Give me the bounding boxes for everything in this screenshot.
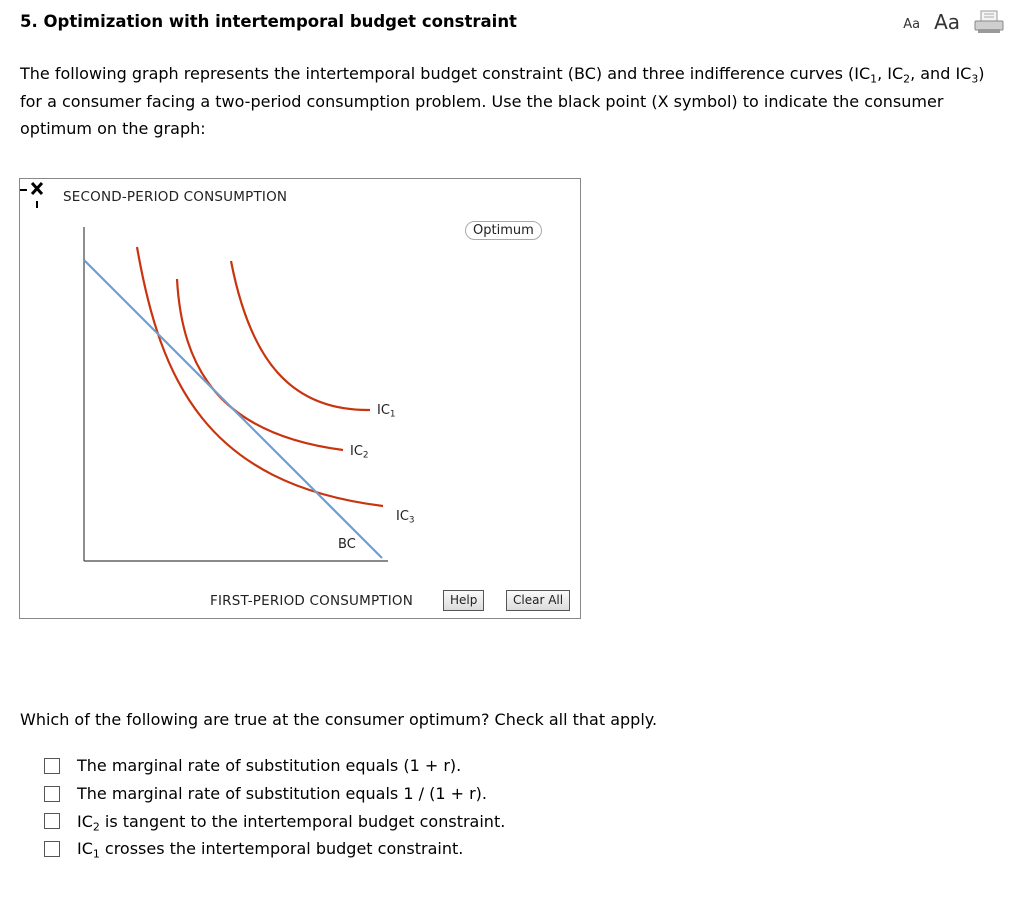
option-checkbox[interactable]: [44, 786, 60, 802]
x-axis-label: FIRST-PERIOD CONSUMPTION: [210, 593, 414, 609]
ic1-label: $IC_1$: [377, 403, 396, 420]
graph-panel: [19, 178, 581, 619]
decrease-font-button[interactable]: Aa: [903, 17, 921, 32]
option-checkbox[interactable]: [44, 758, 60, 774]
optimum-x-marker[interactable]: [20, 179, 54, 215]
option-row[interactable]: [44, 807, 505, 835]
font-size-controls: [903, 10, 1004, 34]
ic3-curve: [137, 247, 383, 506]
ic2-curve: [177, 279, 343, 450]
answer-options: [44, 752, 505, 863]
ic2-label: $IC_2$: [350, 444, 369, 461]
option-label[interactable]: The marginal rate of substitution equals 1 / (1 + r).: [77, 784, 487, 804]
graph-canvas: [20, 179, 582, 620]
option-checkbox[interactable]: [44, 813, 60, 829]
print-icon[interactable]: [974, 10, 1004, 34]
option-row[interactable]: [44, 780, 505, 808]
ic1-curve: [231, 261, 370, 410]
optimum-palette-label: Optimum: [465, 221, 542, 240]
increase-font-button[interactable]: Aa: [934, 10, 960, 34]
help-button[interactable]: Help: [443, 590, 484, 611]
option-checkbox[interactable]: [44, 841, 60, 857]
option-label[interactable]: The marginal rate of substitution equals (1 + r).: [77, 756, 462, 776]
intro-text: The following graph represents the intertemporal budget constraint (BC) and three indifference curves ($IC_1$, $IC_2$, and $IC_3$) for a consumer facing a two-period consumption problem. Use the black point (X symbol) to indicate the consumer optimum on the graph:: [20, 64, 985, 138]
question-prompt: Which of the following are true at the consumer optimum? Check all that apply.: [20, 710, 658, 729]
ic3-label: $IC_3$: [396, 509, 415, 526]
clear-all-button[interactable]: Clear All: [506, 590, 570, 611]
bc-label: BC: [338, 537, 356, 552]
y-axis-label: SECOND-PERIOD CONSUMPTION: [63, 189, 288, 205]
option-label[interactable]: $IC_1$ crosses the intertemporal budget constraint.: [77, 839, 464, 861]
question-title: 5. Optimization with intertemporal budget constraint: [20, 12, 517, 31]
option-row[interactable]: [44, 752, 505, 780]
option-row[interactable]: [44, 835, 505, 863]
option-label[interactable]: $IC_2$ is tangent to the intertemporal budget constraint.: [77, 811, 506, 833]
budget-constraint-line: [84, 260, 382, 558]
